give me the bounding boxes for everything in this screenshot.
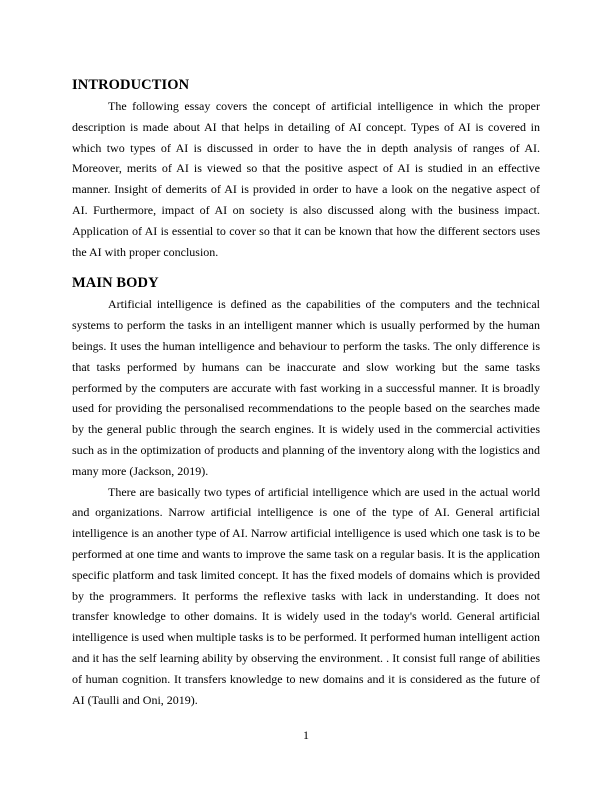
- main-body-paragraph-2: There are basically two types of artificial intelligence which are used in the actual world and organizations. Narrow artificial intelligence is one of the type of AI. General artificial intelligence is an another type of AI. Narrow artificial intelligence is used which one task is to be performed at one time and wants to improve the same task on a regular basis. It is the application specific platform and task limited concept. It has the fixed models of domains which is provided by the programmers. It performs the reflexive tasks with lack in understanding. It does not transfer knowledge to other domains. It is widely used in the today's world. General artificial intelligence is used when multiple tasks is to be performed. It performed human intelligent action and it has the self learning ability by observing the environment. . It consist full range of abilities of human cognition. It transfers knowledge to new domains and it is considered as the future of AI (Taulli and Oni, 2019).: [72, 484, 540, 707]
- main-body-heading: MAIN BODY: [72, 275, 159, 292]
- introduction-paragraph: The following essay covers the concept of artificial intelligence in which the proper description is made about AI that helps in detailing of AI concept. Types of AI is covered in which two types of AI is discussed in order to have the in depth analysis of ranges of AI. Moreover, merits of AI is viewed so that the positive aspect of AI is studied in an effective manner. Insight of demerits of AI is provided in order to have a look on the negative aspect of AI. Furthermore, impact of AI on society is also discussed along with the business impact. Application of AI is essential to cover so that it can be known that how the different sectors uses the AI with proper conclusion.: [72, 99, 540, 259]
- page-number: 1: [303, 728, 309, 742]
- section-gap: [72, 262, 540, 274]
- page-content: [72, 76, 540, 710]
- main-body-paragraph-1: Artificial intelligence is defined as the capabilities of the computers and the technical systems to perform the tasks in an intelligent manner which is usually performed by the human beings. It uses the human intelligence and behaviour to perform the tasks. The only difference is that tasks performed by humans can be inaccurate and slow working but the same tasks performed by the computers are accurate with fast working in a successful manner. It is broadly used for providing the personalised recommendations to the people based on the searches made by the general public through the search engines. It is widely used in the commercial activities such as in the optimization of products and planning of the inventory along with the logistics and many more (Jackson, 2019).: [72, 297, 540, 478]
- introduction-heading: INTRODUCTION: [72, 77, 190, 93]
